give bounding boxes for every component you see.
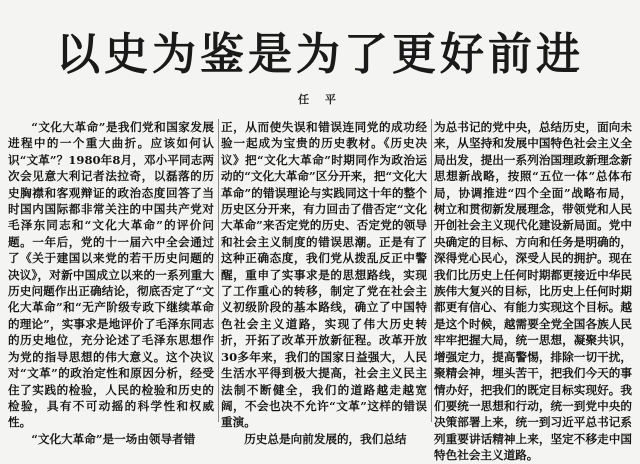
article-headline: 以史为鉴是为了更好前进 — [56, 29, 584, 80]
text-column-1 — [8, 119, 214, 446]
column-divider — [218, 119, 219, 422]
paragraph: 为总书记的党中央，总结历史，面向未来，从坚持和发展中国特色社会主义全局出发，提出一系列治国理政新理念新思想新战略，按照“五位一体”总体布局，协调推进“四个全面”战略布局，树立和贯彻新发展理念，带领党和人民开创社会主义现代化建设新局面。党中央确定的目标、方向和任务是明确的，深得党心民心，深受人民的拥护。现在我们比历史上任何时期都更接近中华民族伟大复兴的目标，比历史上任何时期都更有信心、有能力实现这个目标。越是这个时候，越需要全党全国各族人民牢牢把握大局，统一思想，凝聚共识，增强定力，提高警惕，排除一切干扰，聚精会神，埋头苦干，把我们今天的事情办好，把我们的既定目标实现好。我们要统一思想和行动，统一到党中央的决策部署上来，统一到习近平总书记系列重要讲话精神上来，坚定不移走中国特色社会主义道路。 — [434, 120, 632, 463]
article-byline: 任 平 — [298, 93, 342, 106]
paragraph: “文化大革命”是一场由领导者错 — [31, 431, 196, 446]
text-column-3 — [434, 119, 632, 463]
paragraph: 正，从而使失误和错误连同党的成功经验一起成为宝贵的历史教材。《历史决议》把“文化大革命”时期同作为政治运动的“文化大革命”区分开来，把“文化大革命”的错误理论与实践同这十年的整个历史区分开来，有力回击了借否定“文化大革命”来否定党的历史、否定党的领导和社会主义制度的错误思潮。正是有了这种正确态度，我们党从拨乱反正中警醒，重申了实事求是的思想路线，实现了工作重心的转移，制定了党在社会主义初级阶段的基本路线，确立了中国特色社会主义道路，实现了伟大历史转折，开拓了改革开放新征程。改革开放30多年来，我们的国家日益强大，人民生活水平得到极大提高，社会主义民主法制不断健全，我们的道路越走越宽阔，不会也决不允许“文革”这样的错误重演。 — [221, 120, 427, 430]
text-column-2 — [221, 119, 427, 446]
column-divider — [431, 119, 432, 422]
paragraph: 历史总是向前发展的，我们总结 — [244, 431, 407, 446]
paragraph: “文化大革命”是我们党和国家发展进程中的一个重大曲折。应该如何认识“文革”？1980年8月，邓小平同志两次会见意大利记者法拉奇，以磊落的历史胸襟和客观辩证的政治态度回答了当时国内国际都非常关注的中国共产党对毛泽东同志和“文化大革命”的评价问题。一年后，党的十一届六中全会通过了《关于建国以来党的若干历史问题的决议》，对新中国成立以来的一系列重大历史问题作出正确结论，彻底否定了“文化大革命”和“无产阶级专政下继续革命的理论”，实事求是地评价了毛泽东同志的历史地位，充分论述了毛泽东思想作为党的指导思想的伟大意义。这个决议对“文革”的政治定性和原因分析，经受住了实践的检验，人民的检验和历史的检验，具有不可动摇的科学性和权威性。 — [8, 120, 214, 430]
article-body — [8, 119, 632, 463]
